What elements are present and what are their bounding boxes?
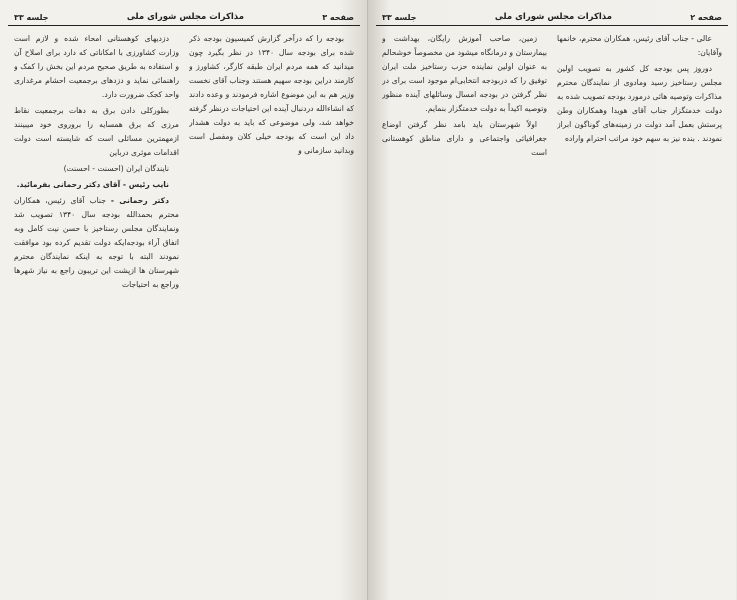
- paragraph: عالی - جناب آقای رئیس، همکاران محترم، خانمها وآقایان:: [557, 34, 722, 57]
- publication-title: مذاکرات مجلس شورای ملی: [494, 12, 612, 22]
- speech: [14, 194, 179, 292]
- paragraph: نایندگان ایران (احسنت - احسنت): [63, 164, 169, 173]
- paragraph: بودجه را که درآخر گزارش کمیسیون بودجه ذکر شده برای بودجه سال ۱۳۴۰ در نظر بگیرد چون میدانید که همه مردم ایران طبقه کارگر، کشاورز و کارمند دراین بودجه سهیم هستند وجناب آقای نخست وزیر هم به این موضوع اشاره فرمودند و وعده دادند که انشاءالله دردنبال آینده این احتیاجات درنظر گرفته خواهد شد، ولی موضوعی که باید به دولت هشدار داد این است که بودجه خیلی کلان ومفصل است وبدانید سازمانی و: [189, 34, 354, 155]
- paragraph: اولاً شهرستان باید بامد نظر گرفتن اوضاع جغرافیائی واجتماعی و دارای مناطق کوهستانی است: [382, 120, 547, 157]
- paragraph: دزدیهای کوهستانی امحاء شده و لازم است وزارت کشاورزی با امکاناتی که دارد برای اصلاح آن و استفاده به طریق صحیح مردم این بخش را کمک و راهنمائی نماید و دزدهای برجمعیت احشام مرغداری واحد کجک ضرورت دارد.: [14, 34, 179, 99]
- page-number: صفحه ۲: [690, 13, 722, 22]
- speaker-heading: نایب رئیس - آقای دکتر رحمانی بفرمائید.: [16, 180, 169, 189]
- session-number: جلسه ۳۳: [382, 13, 417, 22]
- speech-text: جناب آقای رئیس، همکاران محترم بحمدالله بودجه سال ۱۳۴۰ تصویب شد ونمایندگان مجلس رستاخیز با حسن نیت کامل وبه اتفاق آراء بودجه‌ایکه دولت تقدیم کرده بود موافقت نمودند البته با توجه به اینکه نمایندگان محترم شهرستان ها ازپشت این تریبون راجع به نیاز شهرها وراجع به احتیاجات: [14, 196, 179, 289]
- text-column-right: [189, 32, 354, 592]
- speaker-name: دکتر رحمانی -: [110, 196, 169, 205]
- paragraph: زمین، صاحب آموزش رایگان، بهداشت و بیمارستان و درمانگاه میشود من مخصوصاً خوشحالم به عنوان اولین نماینده حزب رستاخیز ملت ایران توفیق را که دربودجه انتخابی‌ام موجود است برای در نظر گرفتن در بودجه امسال وسائلهای آینده منظور وتوصیه اکیداً به دولت خدمتگزار بنمایم.: [382, 34, 547, 113]
- page-header: [8, 12, 360, 26]
- page-header: [376, 12, 728, 26]
- text-column-left: [382, 32, 547, 592]
- paragraph: بطورکلی دادن برق به دهات برجمعیت نقاط مرزی که برق همسایه را بروروی خود میبینند ازمهمترین مسائلی است که شایسته است دولت اقدامات موثری درباین: [14, 106, 179, 157]
- text-column-left: [14, 32, 179, 592]
- session-number: جلسه ۳۳: [14, 13, 49, 22]
- page-2: [368, 0, 736, 600]
- publication-title: مذاکرات مجلس شورای ملی: [126, 12, 244, 22]
- page-3: [0, 0, 368, 600]
- page-number: صفحه ۳: [322, 13, 354, 22]
- paragraph: دوروز پس بودجه کل کشور به تصویب اولین مجلس رستاخیز رسید ومادوی از نمایندگان محترم مذاکرات وتوصیه هائی درمورد بودجه تصویب شده به دولت خدمتگزار جناب آقای هویدا وهمکاران وطن پرستش بعمل آمد دولت در زمینه‌های گوناگون ابراز نمودند . بنده نیز به سهم خود مراتب احترام واراده: [557, 64, 722, 143]
- text-column-right: [557, 32, 722, 592]
